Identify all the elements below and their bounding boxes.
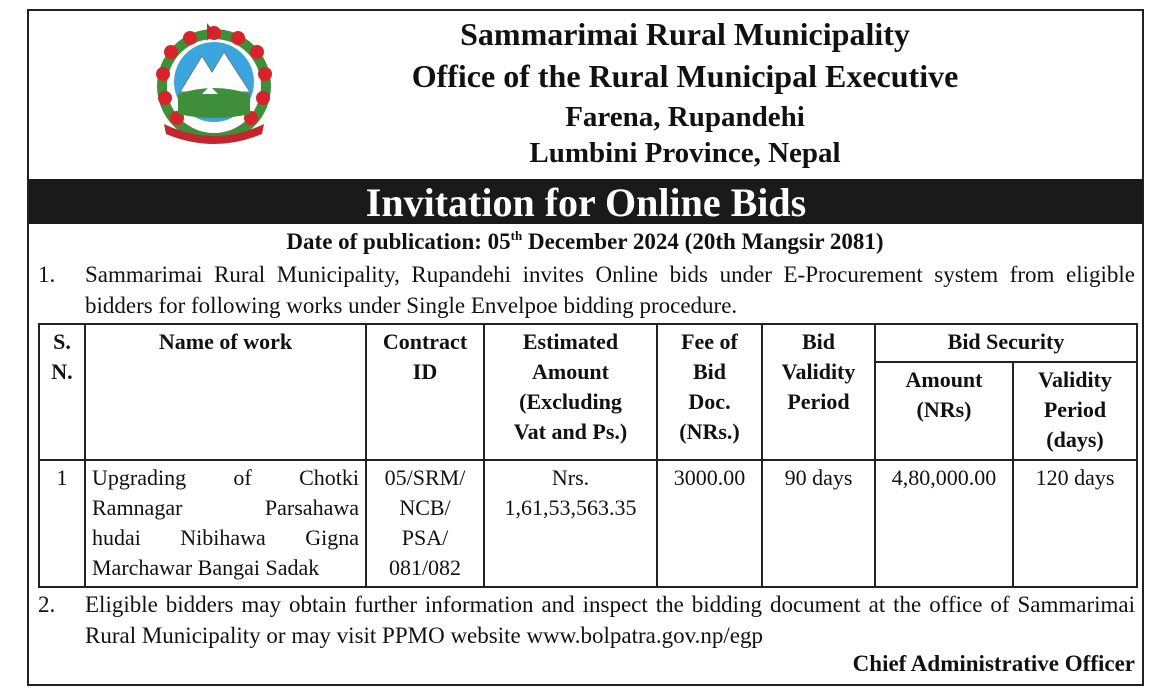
cell-validity: 90 days: [762, 460, 875, 587]
cell-security-amount: 4,80,000.00: [875, 460, 1013, 587]
cell-security-validity: 120 days: [1013, 460, 1137, 587]
clause-2: [38, 589, 1138, 651]
col-header-validity: Bid Validity Period: [762, 324, 875, 460]
cell-sn: 1: [39, 460, 85, 587]
clause-number: 2.: [38, 592, 56, 617]
clause-text: Eligible bidders may obtain further information and inspect the bidding document at the office of Sammarimai Rural Municipality or may visit PPMO website www.bolpatra.gov.np/egp: [85, 592, 1135, 648]
publication-date: Date of publication: 05th December 2024 (20th Mangsir 2081): [286, 228, 884, 254]
cell-fee: 3000.00: [657, 460, 762, 587]
notice-title-banner: Invitation for Online Bids: [29, 179, 1143, 224]
cell-work-name: Upgrading of Chotki Ramnagar Parsahawa hudai Nibihawa Gigna Marchawar Bangai Sadak: [85, 460, 366, 587]
office-location: Farena, Rupandehi: [565, 101, 805, 133]
municipality-name: Sammarimai Rural Municipality: [460, 16, 910, 52]
col-header-bid-security: Bid Security: [875, 324, 1137, 362]
col-header-sn: S. N.: [39, 324, 85, 460]
clause-number: 1.: [38, 262, 56, 287]
col-header-estimated: Estimated Amount (Excluding Vat and Ps.): [484, 324, 657, 460]
cell-contract-id: 05/SRM/ NCB/ PSA/ 081/082: [366, 460, 484, 587]
col-header-name: Name of work: [85, 324, 366, 460]
bid-works-table: [38, 323, 1138, 588]
clause-1: [38, 259, 1138, 321]
clause-text: Sammarimai Rural Municipality, Rupandehi invites Online bids under E-Procurement system from eligible bidders for following works under Single Envelpoe bidding procedure.: [85, 262, 1135, 318]
office-province: Lumbini Province, Nepal: [529, 137, 841, 169]
cell-estimated-amount: Nrs. 1,61,53,563.35: [484, 460, 657, 587]
signatory-title: Chief Administrative Officer: [852, 651, 1135, 676]
office-name: Office of the Rural Municipal Executive: [411, 58, 959, 94]
col-header-fee: Fee of Bid Doc. (NRs.): [657, 324, 762, 460]
col-header-security-validity: Validity Period (days): [1013, 362, 1137, 460]
col-header-security-amount: Amount (NRs): [875, 362, 1013, 460]
col-header-contract: Contract ID: [366, 324, 484, 460]
table-row: [39, 460, 1137, 587]
